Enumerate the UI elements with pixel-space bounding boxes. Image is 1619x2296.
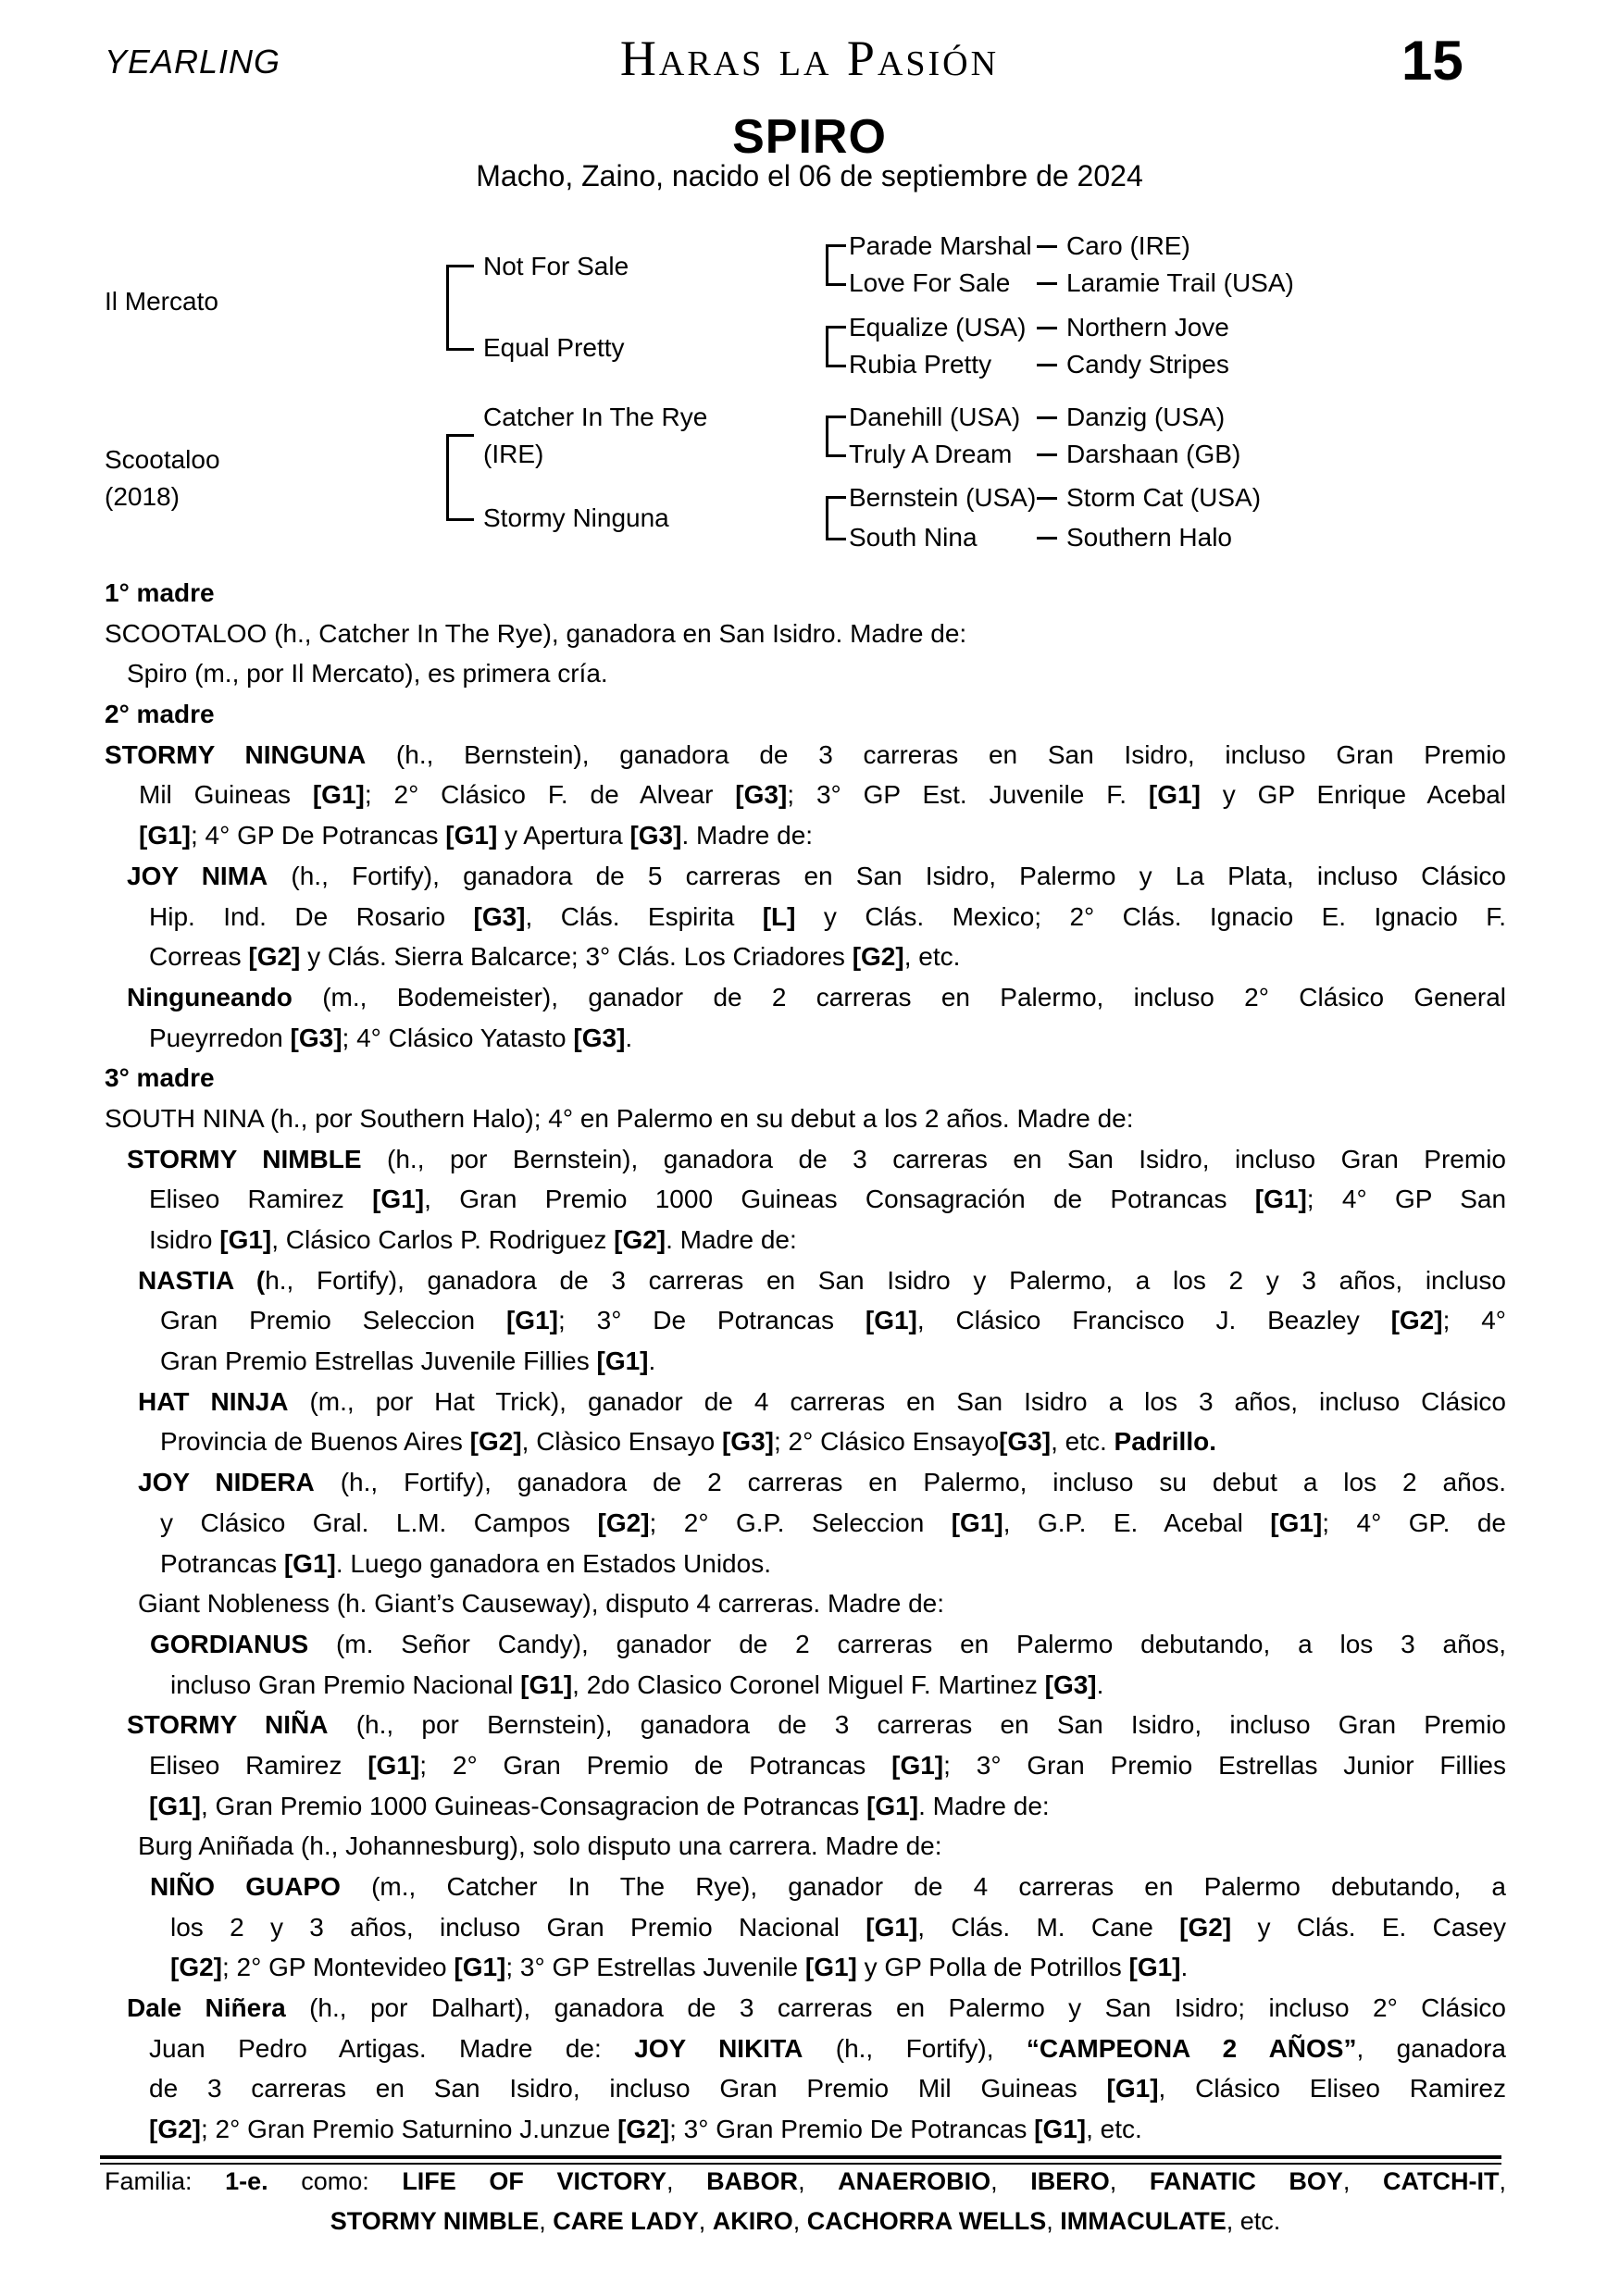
pedigree-grandsire-maternal-line1: Catcher In The Rye (483, 403, 708, 431)
plain-text: Giant Nobleness (h. Giant’s Causeway), disputo 4 carreras. Madre de: (138, 1589, 945, 1619)
pedigree-dam-year: (2018) (105, 482, 180, 511)
plain-text: como: (268, 2167, 403, 2195)
pedigree-ggp-name: South Nina (849, 523, 978, 552)
pedigree-ggp-sire-name: Caro (IRE) (1066, 231, 1190, 260)
connector-dash (1037, 453, 1057, 456)
produce-record-line (105, 1665, 1506, 1706)
emphasis-text: [G1] (804, 1953, 857, 1982)
produce-record-line (105, 1260, 1506, 1301)
pedigree-granddam-maternal: Stormy Ninguna (483, 503, 669, 532)
plain-text: , etc. (1086, 2115, 1142, 2144)
plain-text: , etc. (1051, 1427, 1115, 1457)
emphasis-text: [G1] (372, 1185, 425, 1214)
emphasis-text: LIFE OF VICTORY (402, 2167, 666, 2195)
produce-record-line (105, 653, 1506, 694)
produce-record-line (105, 694, 1506, 735)
pedigree-ggp-sire (1037, 479, 1261, 516)
plain-text: Provincia de Buenos Aires (160, 1427, 470, 1457)
pedigree-tree (0, 0, 1619, 592)
produce-record-line (105, 1098, 1506, 1139)
pedigree-ggp-sire-name: Northern Jove (1066, 313, 1229, 341)
emphasis-text: Dale Niñera (127, 1993, 286, 2023)
plain-text: , Gran Premio 1000 Guineas Consagración de Potrancas (424, 1185, 1255, 1214)
pedigree-ggp-sire-name: Danzig (USA) (1066, 403, 1226, 431)
plain-text: , (539, 2206, 554, 2235)
plain-text: de 3 carreras en San Isidro, incluso Gran Premio Mil Guineas (149, 2074, 1107, 2104)
pedigree-dam-name: Scootaloo (105, 445, 220, 474)
pedigree-dam (105, 441, 220, 515)
plain-text: ; 3° Gran Premio De Potrancas (669, 2115, 1035, 2144)
emphasis-text: [G1] (454, 1953, 506, 1982)
plain-text: , etc. (1226, 2206, 1281, 2235)
pedigree-ggp-name: Love For Sale (849, 268, 1011, 297)
emphasis-text: STORMY NIÑA (127, 1710, 329, 1740)
plain-text: ; 3° GP Est. Juvenile F. (787, 780, 1149, 810)
produce-record-line (105, 1220, 1506, 1260)
plain-text: , Clásico Eliseo Ramirez (1158, 2074, 1507, 2104)
plain-text: (m., Bodemeister), ganador de 2 carreras en Palermo, incluso 2° Clásico General (292, 982, 1506, 1011)
plain-text: SCOOTALOO (h., Catcher In The Rye), ganadora en San Isidro. Madre de: (105, 618, 967, 648)
emphasis-text: [G1] (520, 1669, 573, 1699)
emphasis-text: [G1] (596, 1347, 649, 1376)
emphasis-text: [G1] (283, 1548, 336, 1578)
emphasis-text: [G2] (469, 1427, 522, 1457)
plain-text: , (698, 2206, 713, 2235)
emphasis-text: [G1] (866, 1912, 918, 1942)
plain-text: . (625, 1023, 633, 1052)
produce-record-line (105, 1705, 1506, 1745)
plain-text: y Apertura (497, 821, 630, 850)
plain-text: Pueyrredon (149, 1023, 291, 1052)
emphasis-text: STORMY NINGUNA (105, 739, 367, 769)
plain-text: , (1499, 2167, 1506, 2195)
bracket-dam (446, 434, 474, 521)
pedigree-grandsire-maternal (483, 399, 707, 473)
emphasis-text: [G2] (248, 942, 301, 972)
pedigree-grandsire-maternal-line2: (IRE) (483, 440, 544, 468)
bracket-sire (446, 265, 474, 351)
produce-record-line (105, 775, 1506, 815)
emphasis-text: [G2] (614, 1225, 666, 1254)
produce-record-line (105, 1341, 1506, 1382)
emphasis-text: [G1] (866, 1791, 919, 1820)
produce-records (105, 573, 1506, 2150)
produce-record-line (105, 1786, 1506, 1827)
emphasis-text: IMMACULATE (1060, 2206, 1227, 2235)
plain-text: Juan Pedro Artigas. Madre de: (149, 2033, 635, 2063)
produce-record-line (105, 856, 1506, 897)
connector-dash (1037, 537, 1057, 540)
plain-text: h., Fortify), ganadora de 3 carreras en San Isidro y Palermo, a los 2 y 3 años, incluso (265, 1265, 1506, 1295)
plain-text: ; 2° GP Montevideo (222, 1953, 455, 1982)
connector-dash (1037, 364, 1057, 366)
emphasis-text: [G1] (312, 780, 365, 810)
pedigree-ggp-name: Rubia Pretty (849, 350, 992, 379)
bracket-pair-4 (826, 496, 846, 540)
emphasis-text: [G2] (597, 1508, 650, 1537)
plain-text: ; 2° G.P. Seleccion (649, 1508, 952, 1537)
bracket-pair-1 (826, 244, 846, 286)
family-line (105, 2162, 1506, 2202)
emphasis-text: BABOR (706, 2167, 799, 2195)
produce-record-line (105, 1503, 1506, 1544)
plain-text: SOUTH NINA (h., por Southern Halo); 4° en Palermo en su debut a los 2 años. Madre de: (105, 1103, 1134, 1133)
emphasis-text: ANAEROBIO (838, 2167, 991, 2195)
plain-text: ; 2° Gran Premio Saturnino J.unzue (201, 2115, 618, 2144)
plain-text: (h., por Bernstein), ganadora de 3 carreras en San Isidro, incluso Gran Premio (361, 1144, 1506, 1173)
plain-text: Mil Guineas (139, 780, 313, 810)
emphasis-text: [G1] (1128, 1953, 1181, 1982)
plain-text: (h., Bernstein), ganadora de 3 carreras en San Isidro, incluso Gran Premio (366, 739, 1506, 769)
pedigree-grandsire-paternal: Not For Sale (483, 252, 629, 280)
emphasis-text: IBERO (1030, 2167, 1110, 2195)
plain-text: Isidro (149, 1225, 220, 1254)
emphasis-text: HAT NINJA (138, 1386, 289, 1416)
plain-text: y Clásico Gral. L.M. Campos (160, 1508, 598, 1537)
plain-text: , (798, 2167, 839, 2195)
bracket-pair-2 (826, 326, 846, 367)
connector-dash (1037, 416, 1057, 419)
emphasis-text: [G3] (1044, 1669, 1097, 1699)
plain-text: Gran Premio Estrellas Juvenile Fillies (160, 1347, 597, 1376)
plain-text: Eliseo Ramirez (149, 1185, 373, 1214)
plain-text: y Clás. Sierra Balcarce; 3° Clás. Los Criadores (300, 942, 853, 972)
produce-record-line (105, 815, 1506, 856)
emphasis-text: FANATIC BOY (1149, 2167, 1343, 2195)
plain-text: Potrancas (160, 1548, 284, 1578)
plain-text: , (990, 2167, 1031, 2195)
plain-text: (m. Señor Candy), ganador de 2 carreras en Palermo debutando, a los 3 años, (308, 1629, 1506, 1658)
section-label: YEARLING (105, 43, 281, 81)
produce-record-line (105, 1867, 1506, 1907)
pedigree-ggp-sire-name: Candy Stripes (1066, 350, 1229, 379)
plain-text: , Clás. M. Cane (917, 1912, 1180, 1942)
plain-text: . Madre de: (681, 821, 814, 850)
pedigree-ggp-sire (1037, 399, 1225, 436)
produce-record-line (105, 573, 1506, 614)
emphasis-text: [G2] (1390, 1306, 1443, 1335)
emphasis-text: [G2] (170, 1953, 222, 1982)
pedigree-ggp-sire (1037, 265, 1294, 302)
pedigree-ggp-sire (1037, 519, 1232, 556)
produce-record-line (105, 1300, 1506, 1341)
family-summary (105, 2162, 1506, 2240)
emphasis-text: [L] (762, 901, 796, 931)
produce-record-line (105, 1462, 1506, 1503)
plain-text: ; 4° GP De Potrancas (191, 821, 446, 850)
produce-record-line (105, 1907, 1506, 1948)
plain-text: ; 4° GP. de (1322, 1508, 1507, 1537)
plain-text: , G.P. E. Acebal (1003, 1508, 1271, 1537)
plain-text: . (1180, 1953, 1189, 1982)
plain-text: Eliseo Ramirez (149, 1750, 368, 1780)
produce-record-line (105, 1826, 1506, 1867)
produce-record-line (105, 1988, 1506, 2029)
pedigree-granddam-paternal: Equal Pretty (483, 333, 625, 362)
plain-text: , etc. (903, 942, 961, 972)
plain-text: Spiro (m., por Il Mercato), es primera cría. (127, 659, 608, 689)
connector-dash (1037, 327, 1057, 329)
emphasis-text: [G1] (1106, 2074, 1159, 2104)
emphasis-text: CARE LADY (553, 2206, 699, 2235)
emphasis-text: 3° madre (105, 1063, 215, 1093)
emphasis-text: STORMY NIMBLE (127, 1144, 362, 1173)
pedigree-ggp-name: Bernstein (USA) (849, 483, 1037, 512)
emphasis-text: [G2] (617, 2115, 670, 2144)
plain-text: Familia: (105, 2167, 226, 2195)
emphasis-text: [G3] (629, 821, 682, 850)
plain-text: . (648, 1347, 656, 1376)
produce-record-line (105, 735, 1506, 776)
produce-record-line (105, 2068, 1506, 2109)
produce-record-line (105, 1179, 1506, 1220)
emphasis-text: CATCH-IT (1382, 2167, 1500, 2195)
emphasis-text: [G3] (473, 901, 526, 931)
plain-text: ; 4° GP San (1306, 1185, 1507, 1214)
emphasis-text: [G2] (149, 2115, 201, 2144)
produce-record-line (105, 1421, 1506, 1462)
pedigree-ggp-sire-name: Southern Halo (1066, 523, 1233, 552)
plain-text: incluso Gran Premio Nacional (170, 1669, 521, 1699)
plain-text: Gran Premio Seleccion (160, 1306, 506, 1335)
pedigree-ggp-sire-name: Darshaan (GB) (1066, 440, 1241, 468)
produce-record-line (105, 1745, 1506, 1786)
pedigree-ggp-sire (1037, 228, 1190, 265)
plain-text: ; 2° Gran Premio de Potrancas (419, 1750, 892, 1780)
plain-text: , Clásico Carlos P. Rodriguez (271, 1225, 615, 1254)
emphasis-text: [G3] (573, 1023, 626, 1052)
pedigree-ggp-name: Truly A Dream (849, 440, 1013, 468)
emphasis-text: NIÑO GUAPO (150, 1872, 341, 1901)
produce-record-line (105, 897, 1506, 937)
emphasis-text: 1-e. (225, 2167, 268, 2195)
pedigree-ggp-sire-name: Laramie Trail (USA) (1066, 268, 1294, 297)
plain-text: ; 3° Gran Premio Estrellas Junior Fillies (943, 1750, 1506, 1780)
emphasis-text: [G1] (1254, 1185, 1307, 1214)
produce-record-line (105, 1058, 1506, 1098)
plain-text: , Clás. Espirita (525, 901, 763, 931)
plain-text: ; 4° (1442, 1306, 1506, 1335)
plain-text: (h., por Dalhart), ganadora de 3 carreras en Palermo y San Isidro; incluso 2° Clásico (285, 1993, 1506, 2023)
plain-text: (m., por Hat Trick), ganador de 4 carreras en San Isidro a los 3 años, incluso Clásico (288, 1386, 1506, 1416)
produce-record-line (105, 1139, 1506, 1180)
plain-text: , Clàsico Ensayo (521, 1427, 722, 1457)
horse-name: SPIRO (732, 110, 887, 164)
plain-text: ; 4° Clásico Yatasto (342, 1023, 574, 1052)
emphasis-text: [G1] (1270, 1508, 1323, 1537)
emphasis-text: [G1] (149, 1791, 201, 1820)
bracket-pair-3 (826, 416, 846, 457)
plain-text: Burg Aniñada (h., Johannesburg), solo disputo una carrera. Madre de: (138, 1831, 942, 1861)
plain-text: , Clásico Francisco J. Beazley (916, 1306, 1391, 1335)
emphasis-text: GORDIANUS (150, 1629, 309, 1658)
emphasis-text: AKIRO (712, 2206, 793, 2235)
plain-text: Hip. Ind. De Rosario (149, 901, 474, 931)
plain-text: . (1096, 1669, 1104, 1699)
emphasis-text: [G1] (1034, 2115, 1087, 2144)
plain-text: . Luego ganadora en Estados Unidos. (335, 1548, 771, 1578)
emphasis-text: “CAMPEONA 2 AÑOS” (1026, 2033, 1357, 2063)
emphasis-text: 2° madre (105, 700, 215, 729)
emphasis-text: STORMY NIMBLE (330, 2206, 540, 2235)
emphasis-text: [G2] (852, 942, 904, 972)
emphasis-text: [G1] (891, 1750, 944, 1780)
farm-name: Haras la Pasión (619, 31, 1000, 86)
emphasis-text: [G1] (445, 821, 498, 850)
pedigree-ggp-name: Danehill (USA) (849, 403, 1021, 431)
connector-dash (1037, 282, 1057, 285)
connector-dash (1037, 245, 1057, 248)
pedigree-ggp-sire-name: Storm Cat (USA) (1066, 483, 1262, 512)
emphasis-text: 1° madre (105, 578, 215, 607)
emphasis-text: JOY NIKITA (634, 2033, 803, 2063)
pedigree-ggp-sire (1037, 346, 1229, 383)
produce-record-line (105, 1947, 1506, 1988)
emphasis-text: [G1] (505, 1306, 558, 1335)
produce-record-line (105, 1624, 1506, 1665)
plain-text: los 2 y 3 años, incluso Gran Premio Nacional (170, 1912, 866, 1942)
pedigree-ggp-name: Parade Marshal (849, 231, 1032, 260)
pedigree-ggp-sire (1037, 436, 1240, 473)
plain-text: (m., Catcher In The Rye), ganador de 4 carreras en Palermo debutando, a (340, 1872, 1506, 1901)
emphasis-text: [G1] (951, 1508, 1003, 1537)
connector-dash (1037, 497, 1057, 500)
emphasis-text: Padrillo. (1114, 1427, 1216, 1457)
plain-text: , ganadora (1356, 2033, 1507, 2063)
emphasis-text: [G3] (735, 780, 788, 810)
family-line (105, 2202, 1506, 2241)
emphasis-text: [G3] (290, 1023, 342, 1052)
pedigree-sire: Il Mercato (105, 287, 218, 316)
plain-text: (h., Fortify), ganadora de 5 carreras en San Isidro, Palermo y La Plata, incluso Clásico (268, 861, 1506, 890)
emphasis-text: JOY NIMA (127, 861, 268, 890)
plain-text: . Madre de: (918, 1791, 1050, 1820)
plain-text: Correas (149, 942, 249, 972)
plain-text: . Madre de: (666, 1225, 797, 1254)
plain-text: , Gran Premio 1000 Guineas-Consagracion de Potrancas (201, 1791, 867, 1820)
plain-text: ; 2° Clásico F. de Alvear (364, 780, 736, 810)
produce-record-line (105, 2029, 1506, 2069)
emphasis-text: [G1] (865, 1306, 917, 1335)
plain-text: (h., Fortify), ganadora de 2 carreras en Palermo, incluso su debut a los 2 años. (314, 1468, 1506, 1497)
emphasis-text: [G1] (367, 1750, 420, 1780)
emphasis-text: [G1] (219, 1225, 272, 1254)
produce-record-line (105, 1583, 1506, 1624)
emphasis-text: NASTIA ( (138, 1265, 266, 1295)
plain-text: ; 3° De Potrancas (557, 1306, 866, 1335)
page-number: 15 (1401, 30, 1463, 92)
pedigree-ggp-name: Equalize (USA) (849, 313, 1027, 341)
plain-text: y Clás. E. Casey (1231, 1912, 1506, 1942)
emphasis-text: [G1] (1148, 780, 1201, 810)
plain-text: , (1342, 2167, 1383, 2195)
produce-record-line (105, 2109, 1506, 2150)
plain-text: , (666, 2167, 707, 2195)
plain-text: , 2do Clasico Coronel Miguel F. Martinez (572, 1669, 1045, 1699)
plain-text: , (1109, 2167, 1150, 2195)
produce-record-line (105, 937, 1506, 977)
produce-record-line (105, 1382, 1506, 1422)
produce-record-line (105, 977, 1506, 1018)
plain-text: , (792, 2206, 807, 2235)
emphasis-text: [G1] (139, 821, 191, 850)
pedigree-ggp-sire (1037, 309, 1229, 346)
produce-record-line (105, 1018, 1506, 1059)
plain-text: (h., por Bernstein), ganadora de 3 carreras en San Isidro, incluso Gran Premio (328, 1710, 1506, 1740)
emphasis-text: CACHORRA WELLS (806, 2206, 1047, 2235)
emphasis-text: [G2] (1179, 1912, 1232, 1942)
plain-text: ; 3° GP Estrellas Juvenile (505, 1953, 805, 1982)
plain-text: y Clás. Mexico; 2° Clás. Ignacio E. Ignacio F. (795, 901, 1507, 931)
plain-text: y GP Polla de Potrillos (856, 1953, 1129, 1982)
emphasis-text: Ninguneando (127, 982, 293, 1011)
plain-text: y GP Enrique Acebal (1200, 780, 1506, 810)
plain-text: ; 2° Clásico Ensayo (773, 1427, 1000, 1457)
emphasis-text: [G3] (999, 1427, 1052, 1457)
horse-description: Macho, Zaino, nacido el 06 de septiembre de 2024 (476, 159, 1143, 192)
produce-record-line (105, 1544, 1506, 1584)
plain-text: (h., Fortify), (803, 2033, 1027, 2063)
plain-text: , (1046, 2206, 1061, 2235)
emphasis-text: [G3] (721, 1427, 774, 1457)
emphasis-text: JOY NIDERA (138, 1468, 315, 1497)
produce-record-line (105, 614, 1506, 654)
